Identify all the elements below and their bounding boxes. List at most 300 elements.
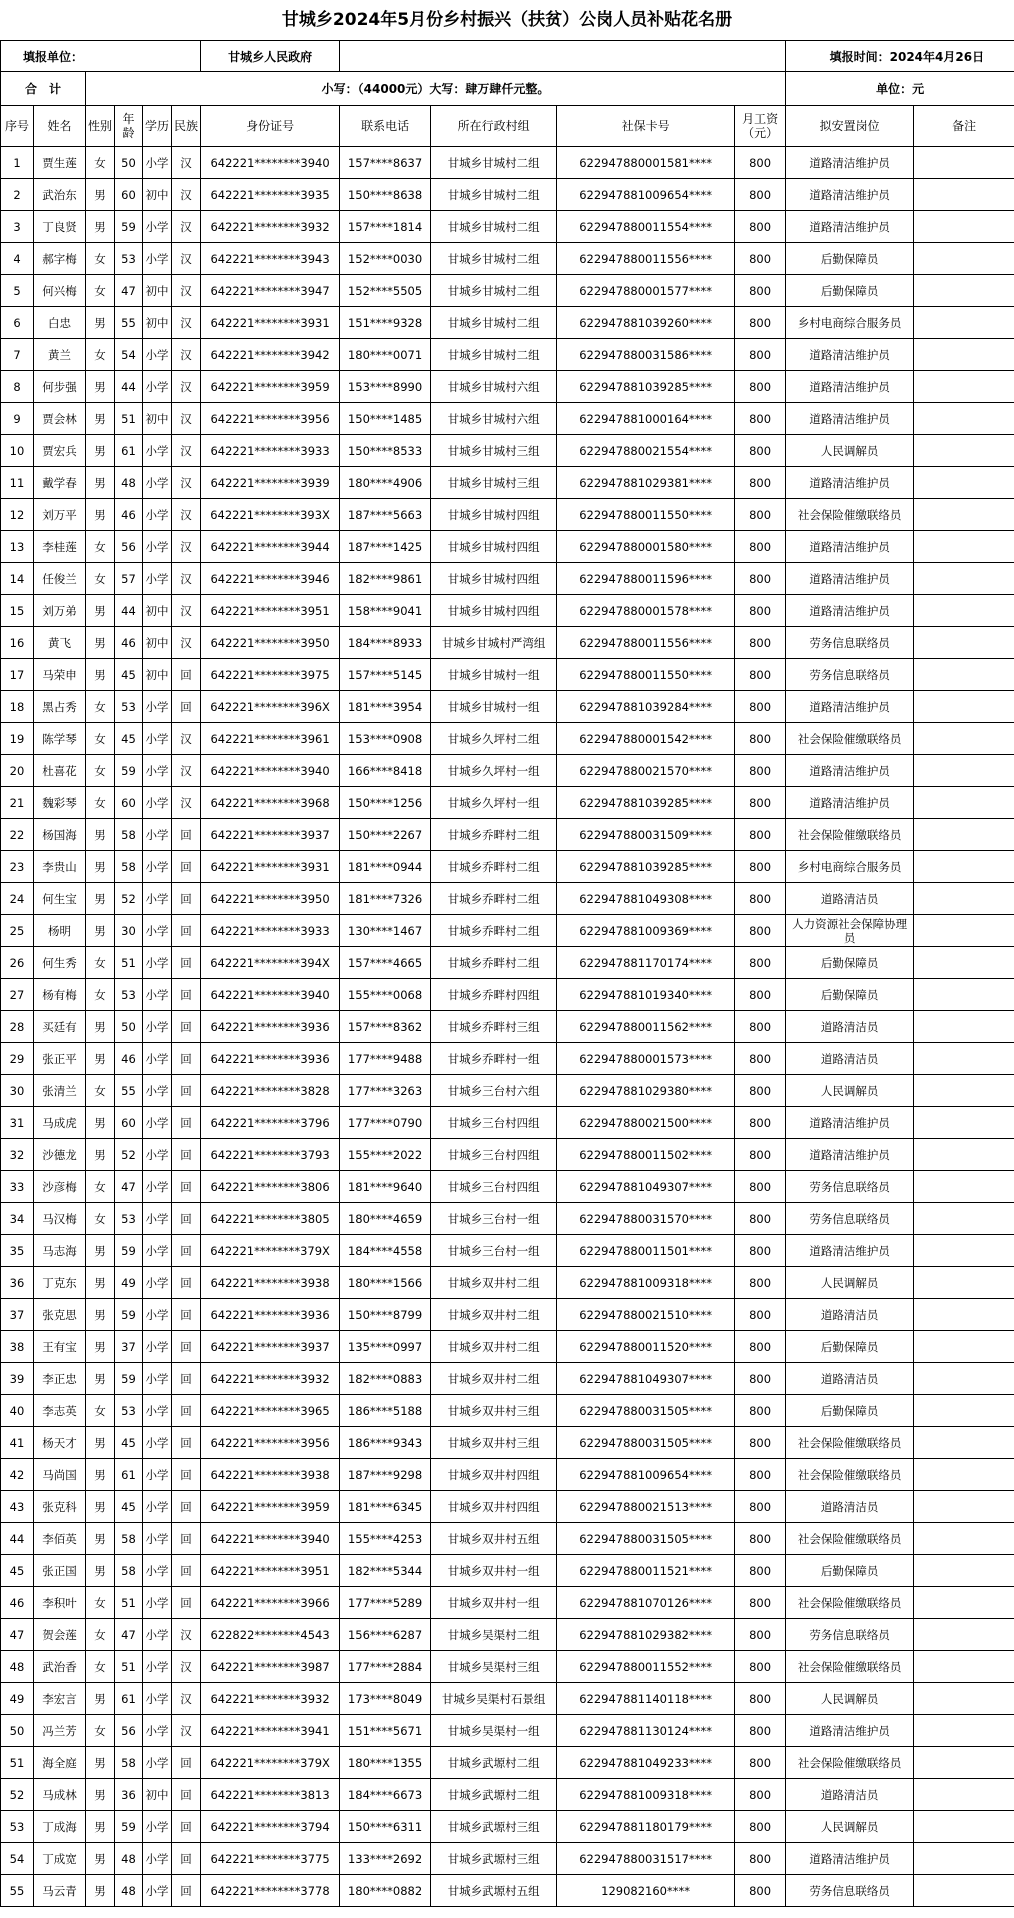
col-id-number: 642221********3937 — [201, 819, 340, 851]
col-remarks — [914, 1715, 1014, 1747]
col-gender: 女 — [86, 563, 115, 595]
col-index: 2 — [1, 179, 34, 211]
col-village-group: 甘城乡双井村二组 — [431, 1331, 557, 1363]
col-name: 武治香 — [34, 1651, 86, 1683]
col-village-group: 甘城乡甘城村二组 — [431, 147, 557, 179]
col-remarks — [914, 499, 1014, 531]
col-phone: 157****1814 — [340, 211, 431, 243]
col-position: 道路清洁维护员 — [786, 787, 914, 819]
col-name: 丁成宽 — [34, 1843, 86, 1875]
col-gender: 女 — [86, 787, 115, 819]
col-remarks — [914, 211, 1014, 243]
col-gender: 女 — [86, 1651, 115, 1683]
unit-value: 甘城乡人民政府 — [201, 41, 340, 72]
table-row — [1, 1331, 1014, 1363]
col-id-number: 642221********3940 — [201, 1523, 340, 1555]
col-name: 黄飞 — [34, 627, 86, 659]
col-education: 小学 — [143, 691, 172, 723]
col-index: 43 — [1, 1491, 34, 1523]
col-id-number: 622822********4543 — [201, 1619, 340, 1651]
col-phone: 155****2022 — [340, 1139, 431, 1171]
col-id-number: 642221********3939 — [201, 467, 340, 499]
col-id-number: 642221********3959 — [201, 1491, 340, 1523]
col-remarks — [914, 723, 1014, 755]
col-age: 48 — [115, 1843, 143, 1875]
col-ethnicity: 汉 — [172, 211, 201, 243]
col-name: 张克思 — [34, 1299, 86, 1331]
col-education: 小学 — [143, 1171, 172, 1203]
col-name: 陈学琴 — [34, 723, 86, 755]
col-id-number: 642221********3806 — [201, 1171, 340, 1203]
col-education: 初中 — [143, 307, 172, 339]
col-remarks — [914, 1331, 1014, 1363]
col-gender: 男 — [86, 179, 115, 211]
col-position: 劳务信息联络员 — [786, 627, 914, 659]
col-age: 53 — [115, 243, 143, 275]
table-row — [1, 1299, 1014, 1331]
col-position: 道路清洁员 — [786, 1491, 914, 1523]
col-position: 道路清洁员 — [786, 1779, 914, 1811]
col-village-group: 甘城乡三台村四组 — [431, 1171, 557, 1203]
col-social-card: 622947880001581**** — [557, 147, 735, 179]
col-age: 45 — [115, 1491, 143, 1523]
col-id-number: 642221********3951 — [201, 595, 340, 627]
col-monthly-wage: 800 — [735, 1139, 786, 1171]
col-position: 社会保险催缴联络员 — [786, 819, 914, 851]
col-age: 48 — [115, 467, 143, 499]
col-index: 54 — [1, 1843, 34, 1875]
col-phone: 184****4558 — [340, 1235, 431, 1267]
col-ethnicity: 回 — [172, 1811, 201, 1843]
col-name: 贾会林 — [34, 403, 86, 435]
col-village-group: 甘城乡乔畔村二组 — [431, 915, 557, 947]
col-age: 36 — [115, 1779, 143, 1811]
col-village-group: 甘城乡武塬村二组 — [431, 1779, 557, 1811]
col-age: 46 — [115, 1043, 143, 1075]
col-remarks — [914, 1363, 1014, 1395]
col-village-group: 甘城乡吴渠村二组 — [431, 1619, 557, 1651]
table-row — [1, 1043, 1014, 1075]
col-position: 劳务信息联络员 — [786, 1875, 914, 1907]
col-gender: 女 — [86, 243, 115, 275]
col-index: 30 — [1, 1075, 34, 1107]
col-monthly-wage: 800 — [735, 1459, 786, 1491]
col-monthly-wage: 800 — [735, 1235, 786, 1267]
col-gender: 男 — [86, 435, 115, 467]
col-education: 小学 — [143, 947, 172, 979]
col-monthly-wage: 800 — [735, 1363, 786, 1395]
col-remarks — [914, 1395, 1014, 1427]
col-remarks — [914, 1843, 1014, 1875]
col-phone: 157****5145 — [340, 659, 431, 691]
col-ethnicity: 回 — [172, 1395, 201, 1427]
col-name: 贾生莲 — [34, 147, 86, 179]
col-village-group: 甘城乡双井村五组 — [431, 1523, 557, 1555]
col-monthly-wage: 800 — [735, 691, 786, 723]
col-age: 56 — [115, 531, 143, 563]
col-index: 11 — [1, 467, 34, 499]
col-name: 丁良贤 — [34, 211, 86, 243]
col-social-card: 622947881039260**** — [557, 307, 735, 339]
col-social-card: 622947881000164**** — [557, 403, 735, 435]
col-remarks — [914, 691, 1014, 723]
col-monthly-wage: 800 — [735, 723, 786, 755]
col-ethnicity: 回 — [172, 1107, 201, 1139]
table-row — [1, 339, 1014, 371]
col-gender: 女 — [86, 1075, 115, 1107]
header-col-education: 学历 — [143, 106, 172, 147]
col-age: 51 — [115, 947, 143, 979]
table-row — [1, 1587, 1014, 1619]
col-remarks — [914, 179, 1014, 211]
table-row — [1, 1203, 1014, 1235]
col-ethnicity: 回 — [172, 1747, 201, 1779]
col-remarks — [914, 1747, 1014, 1779]
col-index: 6 — [1, 307, 34, 339]
col-remarks — [914, 1587, 1014, 1619]
col-village-group: 甘城乡双井村二组 — [431, 1267, 557, 1299]
col-remarks — [914, 403, 1014, 435]
table-row — [1, 819, 1014, 851]
col-id-number: 642221********3943 — [201, 243, 340, 275]
col-index: 8 — [1, 371, 34, 403]
col-age: 53 — [115, 1203, 143, 1235]
col-ethnicity: 汉 — [172, 339, 201, 371]
col-gender: 男 — [86, 1555, 115, 1587]
col-remarks — [914, 915, 1014, 947]
col-monthly-wage: 800 — [735, 211, 786, 243]
col-education: 小学 — [143, 1267, 172, 1299]
col-name: 沙彦梅 — [34, 1171, 86, 1203]
col-phone: 157****8362 — [340, 1011, 431, 1043]
table-row — [1, 531, 1014, 563]
col-index: 15 — [1, 595, 34, 627]
col-ethnicity: 回 — [172, 1171, 201, 1203]
col-social-card: 622947880011501**** — [557, 1235, 735, 1267]
col-education: 小学 — [143, 979, 172, 1011]
col-monthly-wage: 800 — [735, 755, 786, 787]
col-age: 56 — [115, 1715, 143, 1747]
col-education: 小学 — [143, 851, 172, 883]
col-age: 47 — [115, 1619, 143, 1651]
col-position: 道路清洁维护员 — [786, 147, 914, 179]
header-col-id-number: 身份证号 — [201, 106, 340, 147]
col-index: 17 — [1, 659, 34, 691]
col-position: 道路清洁维护员 — [786, 1235, 914, 1267]
col-gender: 男 — [86, 1363, 115, 1395]
col-phone: 151****9328 — [340, 307, 431, 339]
col-village-group: 甘城乡久坪村一组 — [431, 755, 557, 787]
table-row — [1, 403, 1014, 435]
col-gender: 男 — [86, 499, 115, 531]
col-village-group: 甘城乡甘城村一组 — [431, 691, 557, 723]
col-remarks — [914, 1811, 1014, 1843]
col-name: 魏彩琴 — [34, 787, 86, 819]
col-gender: 男 — [86, 1139, 115, 1171]
col-name: 马成虎 — [34, 1107, 86, 1139]
col-social-card: 622947880011596**** — [557, 563, 735, 595]
col-index: 36 — [1, 1267, 34, 1299]
col-id-number: 642221********3775 — [201, 1843, 340, 1875]
col-village-group: 甘城乡甘城村严湾组 — [431, 627, 557, 659]
col-position: 后勤保障员 — [786, 243, 914, 275]
info-spacer — [340, 41, 786, 72]
col-index: 9 — [1, 403, 34, 435]
col-monthly-wage: 800 — [735, 499, 786, 531]
col-gender: 男 — [86, 1875, 115, 1907]
col-education: 小学 — [143, 1203, 172, 1235]
col-ethnicity: 汉 — [172, 467, 201, 499]
col-age: 30 — [115, 915, 143, 947]
table-row — [1, 851, 1014, 883]
table-row — [1, 1843, 1014, 1875]
col-phone: 187****9298 — [340, 1459, 431, 1491]
col-gender: 男 — [86, 1811, 115, 1843]
col-gender: 男 — [86, 819, 115, 851]
col-monthly-wage: 800 — [735, 435, 786, 467]
col-age: 47 — [115, 275, 143, 307]
col-ethnicity: 汉 — [172, 435, 201, 467]
col-social-card: 622947880011520**** — [557, 1331, 735, 1363]
col-monthly-wage: 800 — [735, 627, 786, 659]
col-phone: 181****6345 — [340, 1491, 431, 1523]
col-phone: 152****0030 — [340, 243, 431, 275]
col-education: 小学 — [143, 1491, 172, 1523]
roster-body — [1, 41, 1014, 1907]
col-name: 李志英 — [34, 1395, 86, 1427]
col-remarks — [914, 339, 1014, 371]
col-monthly-wage: 800 — [735, 531, 786, 563]
col-education: 小学 — [143, 1331, 172, 1363]
col-index: 34 — [1, 1203, 34, 1235]
header-col-phone: 联系电话 — [340, 106, 431, 147]
col-village-group: 甘城乡甘城村二组 — [431, 243, 557, 275]
col-position: 后勤保障员 — [786, 947, 914, 979]
col-monthly-wage: 800 — [735, 1171, 786, 1203]
col-gender: 男 — [86, 851, 115, 883]
col-ethnicity: 汉 — [172, 531, 201, 563]
col-index: 40 — [1, 1395, 34, 1427]
col-position: 道路清洁维护员 — [786, 1843, 914, 1875]
col-position: 人民调解员 — [786, 1267, 914, 1299]
col-phone: 182****0883 — [340, 1363, 431, 1395]
col-ethnicity: 回 — [172, 1459, 201, 1491]
col-monthly-wage: 800 — [735, 339, 786, 371]
col-gender: 男 — [86, 1043, 115, 1075]
col-education: 小学 — [143, 1235, 172, 1267]
col-education: 初中 — [143, 403, 172, 435]
col-name: 李宏言 — [34, 1683, 86, 1715]
col-ethnicity: 汉 — [172, 147, 201, 179]
col-ethnicity: 回 — [172, 1491, 201, 1523]
col-social-card: 622947881009369**** — [557, 915, 735, 947]
col-remarks — [914, 659, 1014, 691]
col-social-card: 622947880031509**** — [557, 819, 735, 851]
col-phone: 150****1256 — [340, 787, 431, 819]
col-name: 张清兰 — [34, 1075, 86, 1107]
col-gender: 男 — [86, 1459, 115, 1491]
col-index: 24 — [1, 883, 34, 915]
col-ethnicity: 回 — [172, 1363, 201, 1395]
col-phone: 150****8638 — [340, 179, 431, 211]
col-remarks — [914, 531, 1014, 563]
col-monthly-wage: 800 — [735, 659, 786, 691]
col-position: 人民调解员 — [786, 1683, 914, 1715]
col-village-group: 甘城乡三台村四组 — [431, 1107, 557, 1139]
col-ethnicity: 回 — [172, 1043, 201, 1075]
col-ethnicity: 回 — [172, 915, 201, 947]
col-age: 55 — [115, 1075, 143, 1107]
col-monthly-wage: 800 — [735, 1747, 786, 1779]
col-name: 李佰英 — [34, 1523, 86, 1555]
col-social-card: 622947880011562**** — [557, 1011, 735, 1043]
col-social-card: 622947880011502**** — [557, 1139, 735, 1171]
col-index: 12 — [1, 499, 34, 531]
col-index: 16 — [1, 627, 34, 659]
col-position: 人民调解员 — [786, 1075, 914, 1107]
col-position: 社会保险催缴联络员 — [786, 1427, 914, 1459]
total-label: 合 计 — [1, 72, 86, 106]
col-monthly-wage: 800 — [735, 1843, 786, 1875]
col-gender: 男 — [86, 1331, 115, 1363]
col-social-card: 622947880021513**** — [557, 1491, 735, 1523]
info-row — [1, 41, 1014, 72]
col-phone: 180****0882 — [340, 1875, 431, 1907]
col-id-number: 642221********3959 — [201, 371, 340, 403]
col-id-number: 642221********3937 — [201, 1331, 340, 1363]
col-name: 白忠 — [34, 307, 86, 339]
col-position: 社会保险催缴联络员 — [786, 1651, 914, 1683]
col-education: 初中 — [143, 275, 172, 307]
col-monthly-wage: 800 — [735, 1427, 786, 1459]
col-ethnicity: 回 — [172, 691, 201, 723]
col-education: 小学 — [143, 1715, 172, 1747]
col-social-card: 622947880011550**** — [557, 499, 735, 531]
col-id-number: 642221********3933 — [201, 915, 340, 947]
col-monthly-wage: 800 — [735, 1683, 786, 1715]
col-name: 张克科 — [34, 1491, 86, 1523]
col-gender: 女 — [86, 1171, 115, 1203]
col-monthly-wage: 800 — [735, 1715, 786, 1747]
col-position: 道路清洁维护员 — [786, 691, 914, 723]
col-ethnicity: 回 — [172, 1331, 201, 1363]
col-education: 小学 — [143, 1587, 172, 1619]
col-education: 小学 — [143, 1395, 172, 1427]
col-remarks — [914, 1075, 1014, 1107]
col-position: 乡村电商综合服务员 — [786, 851, 914, 883]
col-village-group: 甘城乡双井村一组 — [431, 1587, 557, 1619]
col-phone: 133****2692 — [340, 1843, 431, 1875]
col-position: 劳务信息联络员 — [786, 1171, 914, 1203]
col-education: 小学 — [143, 435, 172, 467]
header-col-index: 序号 — [1, 106, 34, 147]
col-village-group: 甘城乡乔畔村一组 — [431, 1043, 557, 1075]
col-social-card: 622947880021570**** — [557, 755, 735, 787]
col-social-card: 622947880031570**** — [557, 1203, 735, 1235]
col-position: 人民调解员 — [786, 435, 914, 467]
col-monthly-wage: 800 — [735, 1011, 786, 1043]
col-age: 51 — [115, 1587, 143, 1619]
col-monthly-wage: 800 — [735, 1299, 786, 1331]
col-education: 初中 — [143, 595, 172, 627]
col-social-card: 622947881029381**** — [557, 467, 735, 499]
col-remarks — [914, 1619, 1014, 1651]
col-name: 马尚国 — [34, 1459, 86, 1491]
col-education: 小学 — [143, 1107, 172, 1139]
col-position: 社会保险催缴联络员 — [786, 1523, 914, 1555]
col-remarks — [914, 1043, 1014, 1075]
col-age: 53 — [115, 691, 143, 723]
unit-label: 填报单位： — [1, 41, 201, 72]
col-gender: 女 — [86, 979, 115, 1011]
col-position: 后勤保障员 — [786, 979, 914, 1011]
col-name: 何步强 — [34, 371, 86, 403]
table-row — [1, 243, 1014, 275]
col-ethnicity: 汉 — [172, 1619, 201, 1651]
col-index: 28 — [1, 1011, 34, 1043]
col-social-card: 622947880031517**** — [557, 1843, 735, 1875]
col-social-card: 622947880011552**** — [557, 1651, 735, 1683]
col-social-card: 622947880031586**** — [557, 339, 735, 371]
col-education: 小学 — [143, 1299, 172, 1331]
col-remarks — [914, 1427, 1014, 1459]
page-title: 甘城乡2024年5月份乡村振兴（扶贫）公岗人员补贴花名册 — [281, 10, 733, 30]
col-ethnicity: 汉 — [172, 1715, 201, 1747]
col-education: 小学 — [143, 531, 172, 563]
col-monthly-wage: 800 — [735, 1075, 786, 1107]
col-education: 小学 — [143, 499, 172, 531]
col-monthly-wage: 800 — [735, 467, 786, 499]
col-village-group: 甘城乡甘城村四组 — [431, 595, 557, 627]
col-index: 31 — [1, 1107, 34, 1139]
col-education: 初中 — [143, 179, 172, 211]
col-social-card: 622947881039285**** — [557, 787, 735, 819]
col-remarks — [914, 883, 1014, 915]
col-gender: 男 — [86, 1747, 115, 1779]
col-village-group: 甘城乡甘城村一组 — [431, 659, 557, 691]
col-id-number: 642221********3805 — [201, 1203, 340, 1235]
col-village-group: 甘城乡久坪村一组 — [431, 787, 557, 819]
table-row — [1, 1075, 1014, 1107]
table-row — [1, 1875, 1014, 1907]
col-id-number: 642221********3956 — [201, 1427, 340, 1459]
col-position: 后勤保障员 — [786, 1555, 914, 1587]
col-monthly-wage: 800 — [735, 1779, 786, 1811]
date-value: 2024年4月26日 — [889, 49, 985, 64]
col-education: 小学 — [143, 883, 172, 915]
col-index: 45 — [1, 1555, 34, 1587]
table-row — [1, 371, 1014, 403]
col-age: 48 — [115, 1875, 143, 1907]
col-ethnicity: 回 — [172, 1555, 201, 1587]
col-phone: 180****0071 — [340, 339, 431, 371]
col-gender: 男 — [86, 1491, 115, 1523]
col-id-number: 642221********379X — [201, 1235, 340, 1267]
col-phone: 181****7326 — [340, 883, 431, 915]
header-col-remarks: 备注 — [914, 106, 1014, 147]
col-education: 初中 — [143, 659, 172, 691]
col-village-group: 甘城乡甘城村二组 — [431, 339, 557, 371]
col-social-card: 622947880031505**** — [557, 1427, 735, 1459]
col-phone: 181****3954 — [340, 691, 431, 723]
col-gender: 女 — [86, 1395, 115, 1427]
table-row — [1, 1395, 1014, 1427]
col-village-group: 甘城乡三台村一组 — [431, 1203, 557, 1235]
table-row — [1, 1459, 1014, 1491]
col-education: 小学 — [143, 1043, 172, 1075]
col-id-number: 642221********3950 — [201, 627, 340, 659]
col-monthly-wage: 800 — [735, 1811, 786, 1843]
